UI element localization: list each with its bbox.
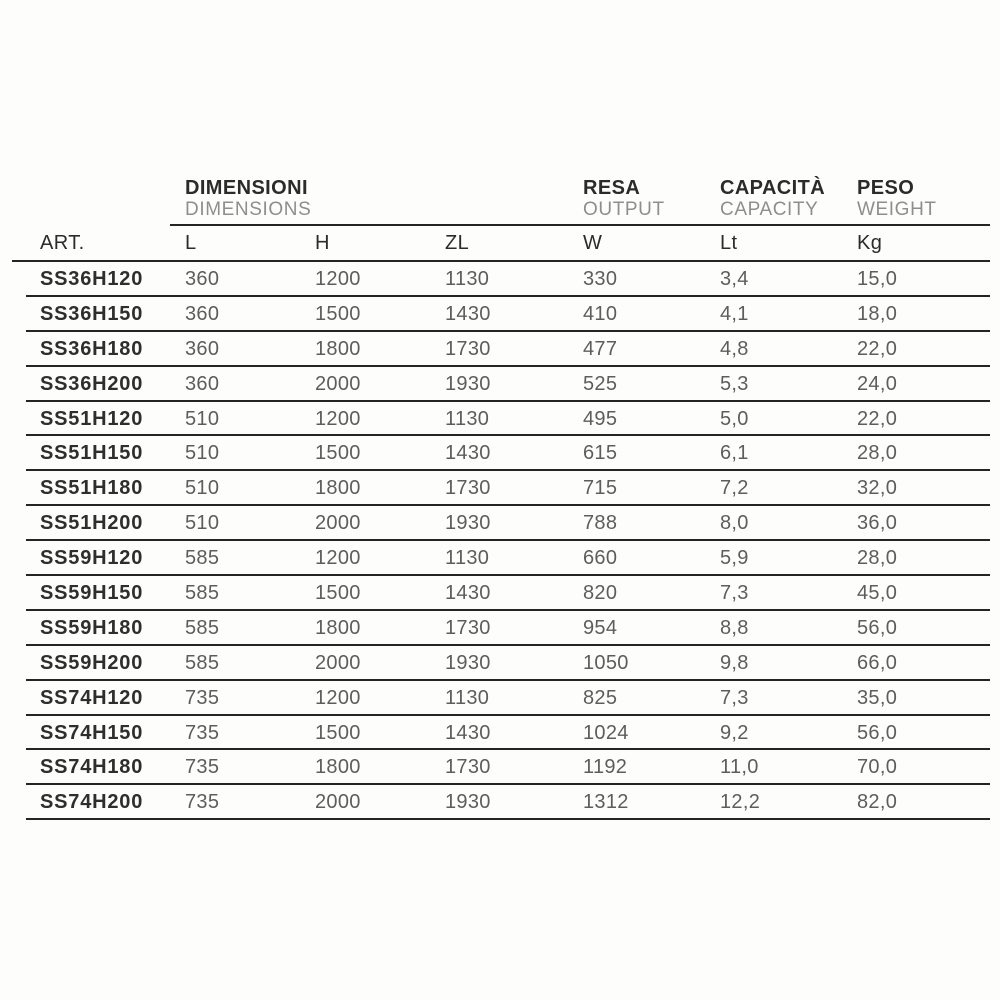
cell-value: 1730 xyxy=(445,477,491,500)
cell-value: 510 xyxy=(185,407,220,430)
cell-value: 24,0 xyxy=(857,372,898,395)
column-header-zl: ZL xyxy=(445,231,470,254)
cell-value: 585 xyxy=(185,616,220,639)
cell-value: 735 xyxy=(185,686,220,709)
cell-value: 1800 xyxy=(315,337,361,360)
cell-value: 3,4 xyxy=(720,267,749,290)
cell-value: 1500 xyxy=(315,581,361,604)
cell-value: 410 xyxy=(583,302,618,325)
cell-value: 32,0 xyxy=(857,477,898,500)
cell-value: 1500 xyxy=(315,302,361,325)
cell-value: 954 xyxy=(583,616,618,639)
cell-value: 36,0 xyxy=(857,512,898,535)
cell-value: 2000 xyxy=(315,791,361,814)
group-header-dimensions xyxy=(185,177,311,220)
cell-art-code: SS36H120 xyxy=(40,267,144,290)
cell-value: 1500 xyxy=(315,442,361,465)
cell-value: 510 xyxy=(185,477,220,500)
cell-value: 1130 xyxy=(445,547,490,570)
cell-value: 1730 xyxy=(445,616,491,639)
cell-value: 1800 xyxy=(315,477,361,500)
column-header-w: W xyxy=(583,231,603,254)
cell-value: 9,2 xyxy=(720,721,749,744)
cell-value: 1430 xyxy=(445,302,491,325)
table-row xyxy=(12,332,990,367)
column-header-lt: Lt xyxy=(720,231,738,254)
cell-value: 525 xyxy=(583,372,618,395)
cell-value: 1024 xyxy=(583,721,629,744)
cell-value: 45,0 xyxy=(857,581,898,604)
cell-value: 1130 xyxy=(445,686,490,709)
cell-art-code: SS51H180 xyxy=(40,477,144,500)
cell-value: 5,3 xyxy=(720,372,749,395)
cell-art-code: SS36H180 xyxy=(40,337,144,360)
cell-art-code: SS59H200 xyxy=(40,651,144,674)
cell-value: 4,1 xyxy=(720,302,749,325)
cell-value: 820 xyxy=(583,581,618,604)
cell-value: 8,8 xyxy=(720,616,749,639)
cell-value: 585 xyxy=(185,581,220,604)
cell-value: 1130 xyxy=(445,267,490,290)
group-header-row xyxy=(12,176,990,226)
table-row xyxy=(12,262,990,297)
cell-art-code: SS59H150 xyxy=(40,581,144,604)
table-row xyxy=(12,611,990,646)
table-row xyxy=(12,646,990,681)
cell-value: 735 xyxy=(185,791,220,814)
cell-value: 360 xyxy=(185,302,220,325)
table-row xyxy=(12,716,990,751)
cell-value: 1192 xyxy=(583,756,628,779)
group-title: RESA xyxy=(583,177,641,199)
cell-value: 9,8 xyxy=(720,651,749,674)
cell-value: 6,1 xyxy=(720,442,749,465)
cell-value: 28,0 xyxy=(857,442,898,465)
group-subtitle: OUTPUT xyxy=(583,199,665,220)
cell-value: 1800 xyxy=(315,616,361,639)
cell-value: 8,0 xyxy=(720,512,749,535)
cell-value: 585 xyxy=(185,651,220,674)
table-row xyxy=(12,541,990,576)
cell-value: 7,2 xyxy=(720,477,749,500)
cell-value: 585 xyxy=(185,547,220,570)
table-row xyxy=(12,576,990,611)
table-row xyxy=(12,506,990,541)
cell-value: 615 xyxy=(583,442,618,465)
group-title: DIMENSIONI xyxy=(185,177,308,199)
table-row xyxy=(12,297,990,332)
cell-value: 1050 xyxy=(583,651,629,674)
table-row xyxy=(12,471,990,506)
cell-value: 1930 xyxy=(445,791,491,814)
group-subtitle: CAPACITY xyxy=(720,199,819,220)
cell-value: 660 xyxy=(583,547,618,570)
group-header-underline xyxy=(170,224,990,226)
cell-value: 7,3 xyxy=(720,686,749,709)
cell-value: 28,0 xyxy=(857,547,898,570)
column-header-h: H xyxy=(315,231,330,254)
cell-value: 7,3 xyxy=(720,581,749,604)
cell-value: 2000 xyxy=(315,512,361,535)
group-title: CAPACITÀ xyxy=(720,177,826,199)
cell-value: 4,8 xyxy=(720,337,749,360)
cell-value: 360 xyxy=(185,337,220,360)
cell-value: 1930 xyxy=(445,372,491,395)
cell-value: 2000 xyxy=(315,372,361,395)
spec-table xyxy=(12,176,990,820)
cell-value: 510 xyxy=(185,442,220,465)
table-row xyxy=(12,785,990,820)
cell-art-code: SS74H180 xyxy=(40,756,144,779)
cell-value: 56,0 xyxy=(857,616,898,639)
cell-value: 22,0 xyxy=(857,407,898,430)
cell-value: 56,0 xyxy=(857,721,898,744)
column-header-l: L xyxy=(185,231,197,254)
table-row xyxy=(12,402,990,437)
cell-value: 1430 xyxy=(445,721,491,744)
cell-value: 82,0 xyxy=(857,791,898,814)
cell-value: 1730 xyxy=(445,756,491,779)
cell-value: 360 xyxy=(185,267,220,290)
cell-value: 735 xyxy=(185,721,220,744)
cell-value: 715 xyxy=(583,477,618,500)
cell-value: 1930 xyxy=(445,651,491,674)
group-header-weight xyxy=(857,177,937,220)
cell-art-code: SS51H150 xyxy=(40,442,144,465)
cell-value: 35,0 xyxy=(857,686,898,709)
cell-value: 1200 xyxy=(315,407,361,430)
table-row xyxy=(12,367,990,402)
cell-value: 1930 xyxy=(445,512,491,535)
cell-value: 788 xyxy=(583,512,618,535)
column-header-art: ART. xyxy=(40,231,85,254)
cell-value: 1430 xyxy=(445,581,491,604)
table-body xyxy=(12,262,990,820)
cell-value: 1430 xyxy=(445,442,491,465)
cell-value: 477 xyxy=(583,337,618,360)
cell-art-code: SS59H180 xyxy=(40,616,144,639)
group-header-capacity xyxy=(720,177,825,220)
group-subtitle: WEIGHT xyxy=(857,199,937,220)
cell-value: 1200 xyxy=(315,686,361,709)
group-title: PESO xyxy=(857,177,915,199)
cell-value: 735 xyxy=(185,756,220,779)
cell-value: 70,0 xyxy=(857,756,898,779)
cell-value: 1200 xyxy=(315,267,361,290)
column-header-kg: Kg xyxy=(857,231,883,254)
cell-value: 11,0 xyxy=(720,756,759,779)
cell-art-code: SS59H120 xyxy=(40,547,144,570)
cell-value: 12,2 xyxy=(720,791,761,814)
cell-art-code: SS36H150 xyxy=(40,302,144,325)
cell-art-code: SS74H200 xyxy=(40,791,144,814)
table-row xyxy=(12,750,990,785)
cell-value: 1730 xyxy=(445,337,491,360)
cell-value: 495 xyxy=(583,407,618,430)
cell-art-code: SS51H120 xyxy=(40,407,144,430)
cell-value: 1312 xyxy=(583,791,629,814)
cell-art-code: SS51H200 xyxy=(40,512,144,535)
cell-value: 360 xyxy=(185,372,220,395)
cell-art-code: SS36H200 xyxy=(40,372,144,395)
cell-value: 510 xyxy=(185,512,220,535)
column-header-row xyxy=(12,226,990,262)
cell-value: 1130 xyxy=(445,407,490,430)
cell-value: 66,0 xyxy=(857,651,898,674)
cell-value: 825 xyxy=(583,686,618,709)
cell-value: 2000 xyxy=(315,651,361,674)
cell-value: 1800 xyxy=(315,756,361,779)
cell-value: 22,0 xyxy=(857,337,898,360)
cell-art-code: SS74H150 xyxy=(40,721,144,744)
group-subtitle: DIMENSIONS xyxy=(185,199,312,220)
table-row xyxy=(12,436,990,471)
cell-value: 330 xyxy=(583,267,618,290)
cell-value: 1500 xyxy=(315,721,361,744)
cell-value: 1200 xyxy=(315,547,361,570)
group-header-output xyxy=(583,177,665,220)
cell-art-code: SS74H120 xyxy=(40,686,144,709)
cell-value: 5,9 xyxy=(720,547,749,570)
cell-value: 15,0 xyxy=(857,267,898,290)
table-row xyxy=(12,681,990,716)
cell-value: 18,0 xyxy=(857,302,898,325)
cell-value: 5,0 xyxy=(720,407,749,430)
